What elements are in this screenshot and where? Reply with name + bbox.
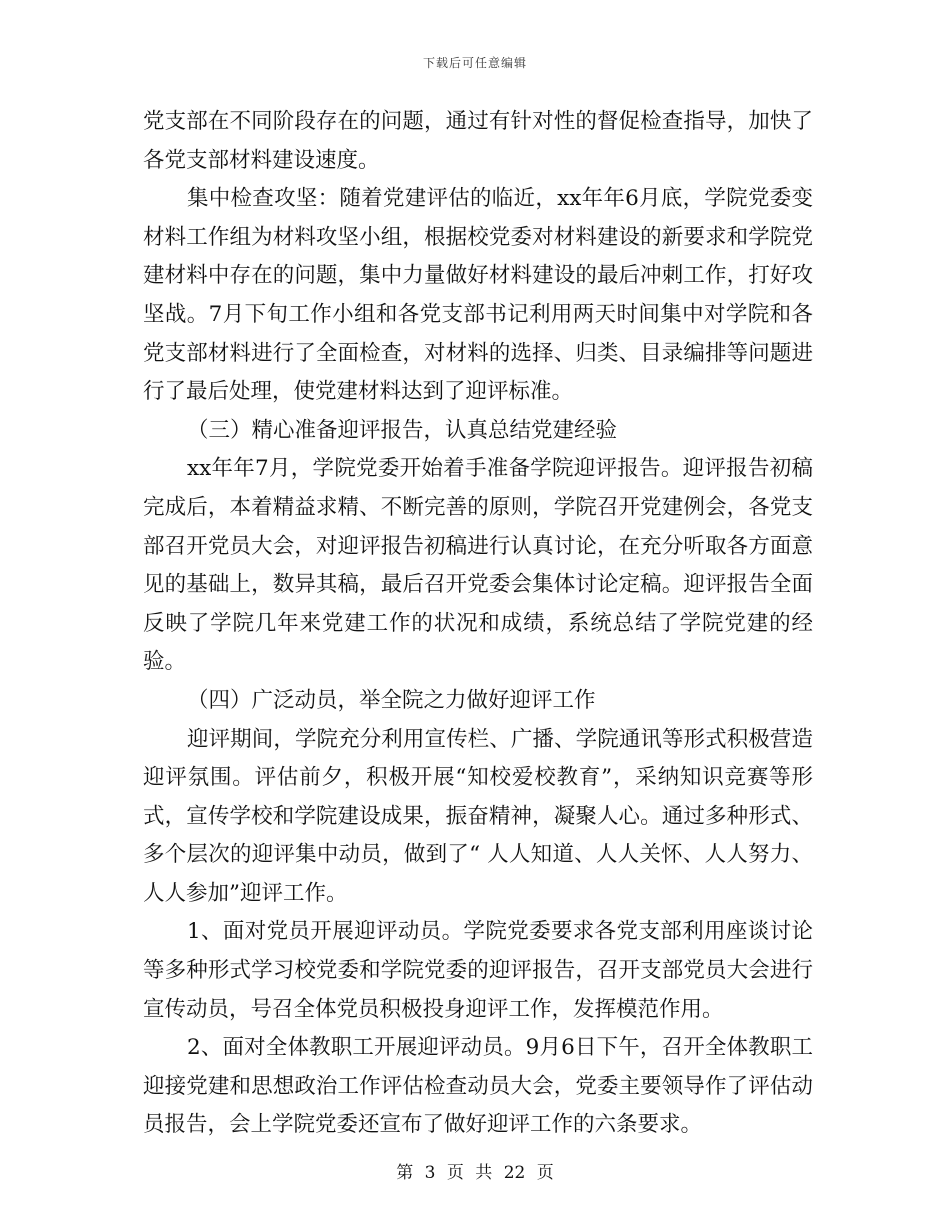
paragraph-staff-mobilization: 2、面对全体教职工开展迎评动员。9月6日下午，召开全体教职工迎接党建和思想政治工作评估检查动员大会，党委主要领导作了评估动员报告，会上学院党委还宣布了做好迎评工作的六条要求。 [143,1035,813,1138]
paragraph-continuation: 党支部在不同阶段存在的问题，通过有针对性的督促检查指导，加快了各党支部材料建设速度。 [143,109,813,173]
section-heading-three: （三）精心准备迎评报告，认真总结党建经验 [187,417,618,443]
paragraph-mobilization: 迎评期间，学院充分利用宣传栏、广播、学院通讯等形式积极营造迎评氛围。评估前夕，积极开展“知校爱校教育”，采纳知识竞赛等形式，宣传学校和学院建设成果，振奋精神，凝聚人心。通过多种形式、多个层次的迎评集中动员，做到了“ 人人知道、人人关怀、人人努力、人人参加”迎评工作。 [143,726,813,906]
page-header: 下载后可任意编辑 [422,56,527,70]
document-body [143,103,813,1145]
section-heading-four: （四）广泛动员，举全院之力做好迎评工作 [187,687,596,713]
page-number-footer: 第 3 页 共 22 页 [396,1163,554,1183]
paragraph-intensive-inspection: 集中检查攻坚：随着党建评估的临近，xx年年6月底，学院党委变材料工作组为材料攻坚小组，根据校党委对材料建设的新要求和学院党建材料中存在的问题，集中力量做好材料建设的最后冲刺工作，打好攻坚战。7月下旬工作小组和各党支部书记利用两天时间集中对学院和各党支部材料进行了全面检查，对材料的选择、归类、目录编排等问题进行了最后处理，使党建材料达到了迎评标准。 [143,186,813,405]
paragraph-evaluation-report: xx年年7月，学院党委开始着手准备学院迎评报告。迎评报告初稿完成后，本着精益求精、不断完善的原则，学院召开党建例会，各党支部召开党员大会，对迎评报告初稿进行认真讨论，在充分听取各方面意见的基础上，数异其稿，最后召开党委会集体讨论定稿。迎评报告全面反映了学院几年来党建工作的状况和成绩，系统总结了学院党建的经验。 [143,456,813,675]
paragraph-party-member-mobilization: 1、面对党员开展迎评动员。学院党委要求各党支部利用座谈讨论等多种形式学习校党委和学院党委的迎评报告，召开支部党员大会进行宣传动员，号召全体党员积极投身迎评工作，发挥模范作用。 [143,919,813,1022]
